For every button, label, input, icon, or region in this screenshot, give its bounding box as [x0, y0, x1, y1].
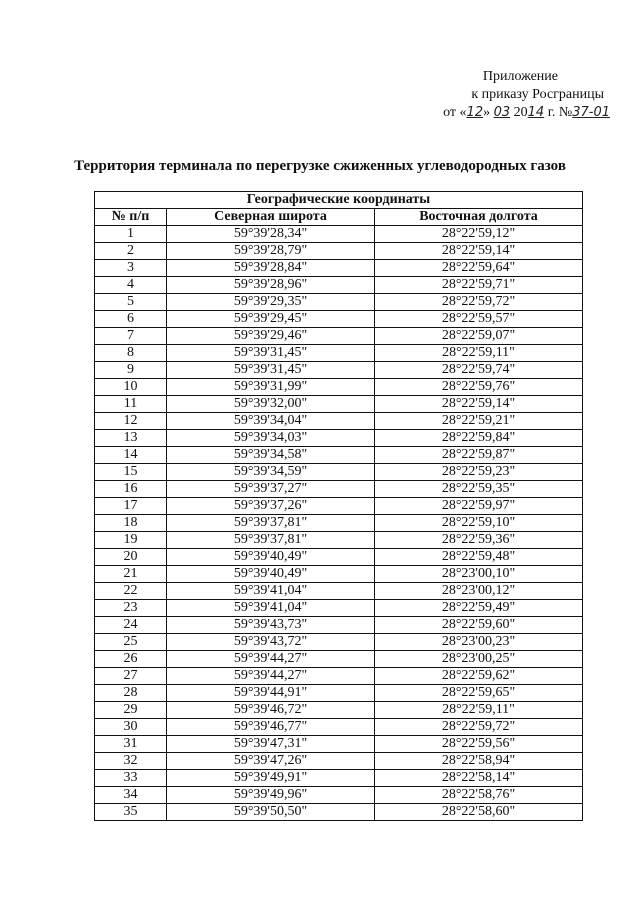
table-row: [95, 311, 583, 328]
cell-latitude: 59°39'37,26": [167, 498, 375, 515]
cell-number: 28: [95, 685, 167, 702]
table-row: [95, 345, 583, 362]
cell-number: 6: [95, 311, 167, 328]
cell-latitude: 59°39'37,81": [167, 532, 375, 549]
cell-number: 35: [95, 804, 167, 821]
cell-latitude: 59°39'44,27": [167, 668, 375, 685]
table-row: [95, 294, 583, 311]
order-date-number: [350, 104, 610, 122]
cell-latitude: 59°39'47,31": [167, 736, 375, 753]
cell-latitude: 59°39'31,45": [167, 345, 375, 362]
cell-longitude: 28°22'59,14": [375, 243, 583, 260]
table-row: [95, 532, 583, 549]
cell-longitude: 28°22'59,35": [375, 481, 583, 498]
table-row: [95, 770, 583, 787]
cell-longitude: 28°23'00,12": [375, 583, 583, 600]
table-row: [95, 498, 583, 515]
table-row: [95, 481, 583, 498]
table-row: [95, 753, 583, 770]
table-row: [95, 328, 583, 345]
cell-number: 20: [95, 549, 167, 566]
order-number: 37-01: [572, 105, 610, 120]
table-body: [95, 226, 583, 821]
cell-longitude: 28°22'59,84": [375, 430, 583, 447]
cell-latitude: 59°39'40,49": [167, 566, 375, 583]
cell-longitude: 28°22'59,57": [375, 311, 583, 328]
cell-longitude: 28°22'59,74": [375, 362, 583, 379]
order-day: 12: [466, 105, 484, 120]
cell-latitude: 59°39'44,27": [167, 651, 375, 668]
cell-number: 13: [95, 430, 167, 447]
table-row: [95, 736, 583, 753]
table-row: [95, 243, 583, 260]
cell-latitude: 59°39'43,72": [167, 634, 375, 651]
table-row: [95, 668, 583, 685]
table-header-row: [95, 209, 583, 226]
table-row: [95, 396, 583, 413]
cell-latitude: 59°39'47,26": [167, 753, 375, 770]
g-no-label: г. №: [544, 105, 573, 120]
cell-number: 26: [95, 651, 167, 668]
order-year-suffix: 14: [527, 105, 545, 120]
cell-number: 21: [95, 566, 167, 583]
table-row: [95, 634, 583, 651]
cell-number: 25: [95, 634, 167, 651]
cell-longitude: 28°22'59,12": [375, 226, 583, 243]
table-row: [95, 277, 583, 294]
cell-longitude: 28°23'00,23": [375, 634, 583, 651]
cell-longitude: 28°22'59,10": [375, 515, 583, 532]
cell-latitude: 59°39'43,73": [167, 617, 375, 634]
table-row: [95, 464, 583, 481]
cell-longitude: 28°22'59,21": [375, 413, 583, 430]
table-row: [95, 583, 583, 600]
cell-latitude: 59°39'32,00": [167, 396, 375, 413]
cell-number: 31: [95, 736, 167, 753]
cell-latitude: 59°39'28,96": [167, 277, 375, 294]
cell-longitude: 28°22'59,62": [375, 668, 583, 685]
table-row: [95, 379, 583, 396]
cell-number: 16: [95, 481, 167, 498]
cell-latitude: 59°39'49,91": [167, 770, 375, 787]
cell-number: 10: [95, 379, 167, 396]
cell-latitude: 59°39'49,96": [167, 787, 375, 804]
table-row: [95, 804, 583, 821]
cell-number: 30: [95, 719, 167, 736]
cell-longitude: 28°22'59,97": [375, 498, 583, 515]
cell-longitude: 28°22'59,76": [375, 379, 583, 396]
from-prefix: от «: [443, 105, 467, 120]
cell-number: 14: [95, 447, 167, 464]
cell-latitude: 59°39'29,45": [167, 311, 375, 328]
cell-longitude: 28°22'59,56": [375, 736, 583, 753]
cell-number: 22: [95, 583, 167, 600]
cell-number: 3: [95, 260, 167, 277]
table-group-header-row: [95, 192, 583, 209]
table-row: [95, 719, 583, 736]
cell-longitude: 28°22'59,11": [375, 345, 583, 362]
cell-number: 1: [95, 226, 167, 243]
cell-longitude: 28°22'59,07": [375, 328, 583, 345]
order-reference: к приказу Росграницы: [471, 87, 604, 102]
cell-latitude: 59°39'34,03": [167, 430, 375, 447]
cell-number: 11: [95, 396, 167, 413]
cell-number: 32: [95, 753, 167, 770]
cell-longitude: 28°22'59,11": [375, 702, 583, 719]
cell-latitude: 59°39'34,59": [167, 464, 375, 481]
cell-longitude: 28°22'59,64": [375, 260, 583, 277]
cell-latitude: 59°39'46,77": [167, 719, 375, 736]
appendix-label: Приложение: [482, 69, 558, 84]
cell-longitude: 28°22'59,71": [375, 277, 583, 294]
cell-number: 9: [95, 362, 167, 379]
cell-number: 18: [95, 515, 167, 532]
cell-longitude: 28°22'59,36": [375, 532, 583, 549]
table-row: [95, 566, 583, 583]
cell-latitude: 59°39'28,84": [167, 260, 375, 277]
table-row: [95, 549, 583, 566]
cell-longitude: 28°22'59,48": [375, 549, 583, 566]
table-row: [95, 226, 583, 243]
cell-longitude: 28°22'59,49": [375, 600, 583, 617]
cell-latitude: 59°39'28,79": [167, 243, 375, 260]
table-row: [95, 362, 583, 379]
cell-number: 7: [95, 328, 167, 345]
cell-number: 23: [95, 600, 167, 617]
cell-number: 19: [95, 532, 167, 549]
cell-longitude: 28°22'59,14": [375, 396, 583, 413]
table-row: [95, 685, 583, 702]
table-row: [95, 617, 583, 634]
column-header-latitude: Северная широта: [167, 209, 375, 226]
cell-latitude: 59°39'50,50": [167, 804, 375, 821]
cell-number: 27: [95, 668, 167, 685]
cell-latitude: 59°39'31,45": [167, 362, 375, 379]
cell-number: 15: [95, 464, 167, 481]
table-row: [95, 447, 583, 464]
cell-latitude: 59°39'31,99": [167, 379, 375, 396]
cell-longitude: 28°22'59,72": [375, 294, 583, 311]
cell-number: 33: [95, 770, 167, 787]
cell-latitude: 59°39'37,27": [167, 481, 375, 498]
cell-number: 12: [95, 413, 167, 430]
cell-latitude: 59°39'29,46": [167, 328, 375, 345]
table-row: [95, 651, 583, 668]
year-prefix: 20: [513, 105, 528, 120]
table-row: [95, 787, 583, 804]
cell-latitude: 59°39'41,04": [167, 600, 375, 617]
cell-number: 34: [95, 787, 167, 804]
table-row: [95, 600, 583, 617]
cell-latitude: 59°39'40,49": [167, 549, 375, 566]
appendix-header: [350, 68, 610, 122]
coordinates-group-header: Географические координаты: [95, 192, 583, 209]
cell-longitude: 28°22'58,60": [375, 804, 583, 821]
table-row: [95, 413, 583, 430]
cell-latitude: 59°39'28,34": [167, 226, 375, 243]
coordinates-table: [94, 191, 583, 821]
cell-number: 5: [95, 294, 167, 311]
cell-longitude: 28°22'59,65": [375, 685, 583, 702]
table-row: [95, 260, 583, 277]
document-title: Территория терминала по перегрузке сжиженных углеводородных газов: [74, 158, 566, 174]
cell-latitude: 59°39'46,72": [167, 702, 375, 719]
cell-longitude: 28°22'59,87": [375, 447, 583, 464]
cell-number: 17: [95, 498, 167, 515]
table-row: [95, 515, 583, 532]
cell-number: 8: [95, 345, 167, 362]
cell-latitude: 59°39'29,35": [167, 294, 375, 311]
column-header-longitude: Восточная долгота: [375, 209, 583, 226]
cell-latitude: 59°39'44,91": [167, 685, 375, 702]
cell-number: 24: [95, 617, 167, 634]
cell-longitude: 28°22'59,72": [375, 719, 583, 736]
cell-latitude: 59°39'41,04": [167, 583, 375, 600]
cell-latitude: 59°39'37,81": [167, 515, 375, 532]
cell-longitude: 28°22'59,60": [375, 617, 583, 634]
cell-longitude: 28°23'00,25": [375, 651, 583, 668]
cell-number: 4: [95, 277, 167, 294]
cell-longitude: 28°22'58,94": [375, 753, 583, 770]
column-header-number: № п/п: [95, 209, 167, 226]
cell-latitude: 59°39'34,58": [167, 447, 375, 464]
cell-number: 2: [95, 243, 167, 260]
cell-longitude: 28°22'58,76": [375, 787, 583, 804]
cell-longitude: 28°23'00,10": [375, 566, 583, 583]
quote-close: »: [483, 105, 491, 120]
table-row: [95, 702, 583, 719]
table-row: [95, 430, 583, 447]
cell-latitude: 59°39'34,04": [167, 413, 375, 430]
cell-longitude: 28°22'59,23": [375, 464, 583, 481]
cell-longitude: 28°22'58,14": [375, 770, 583, 787]
order-month: 03: [493, 105, 511, 120]
cell-number: 29: [95, 702, 167, 719]
